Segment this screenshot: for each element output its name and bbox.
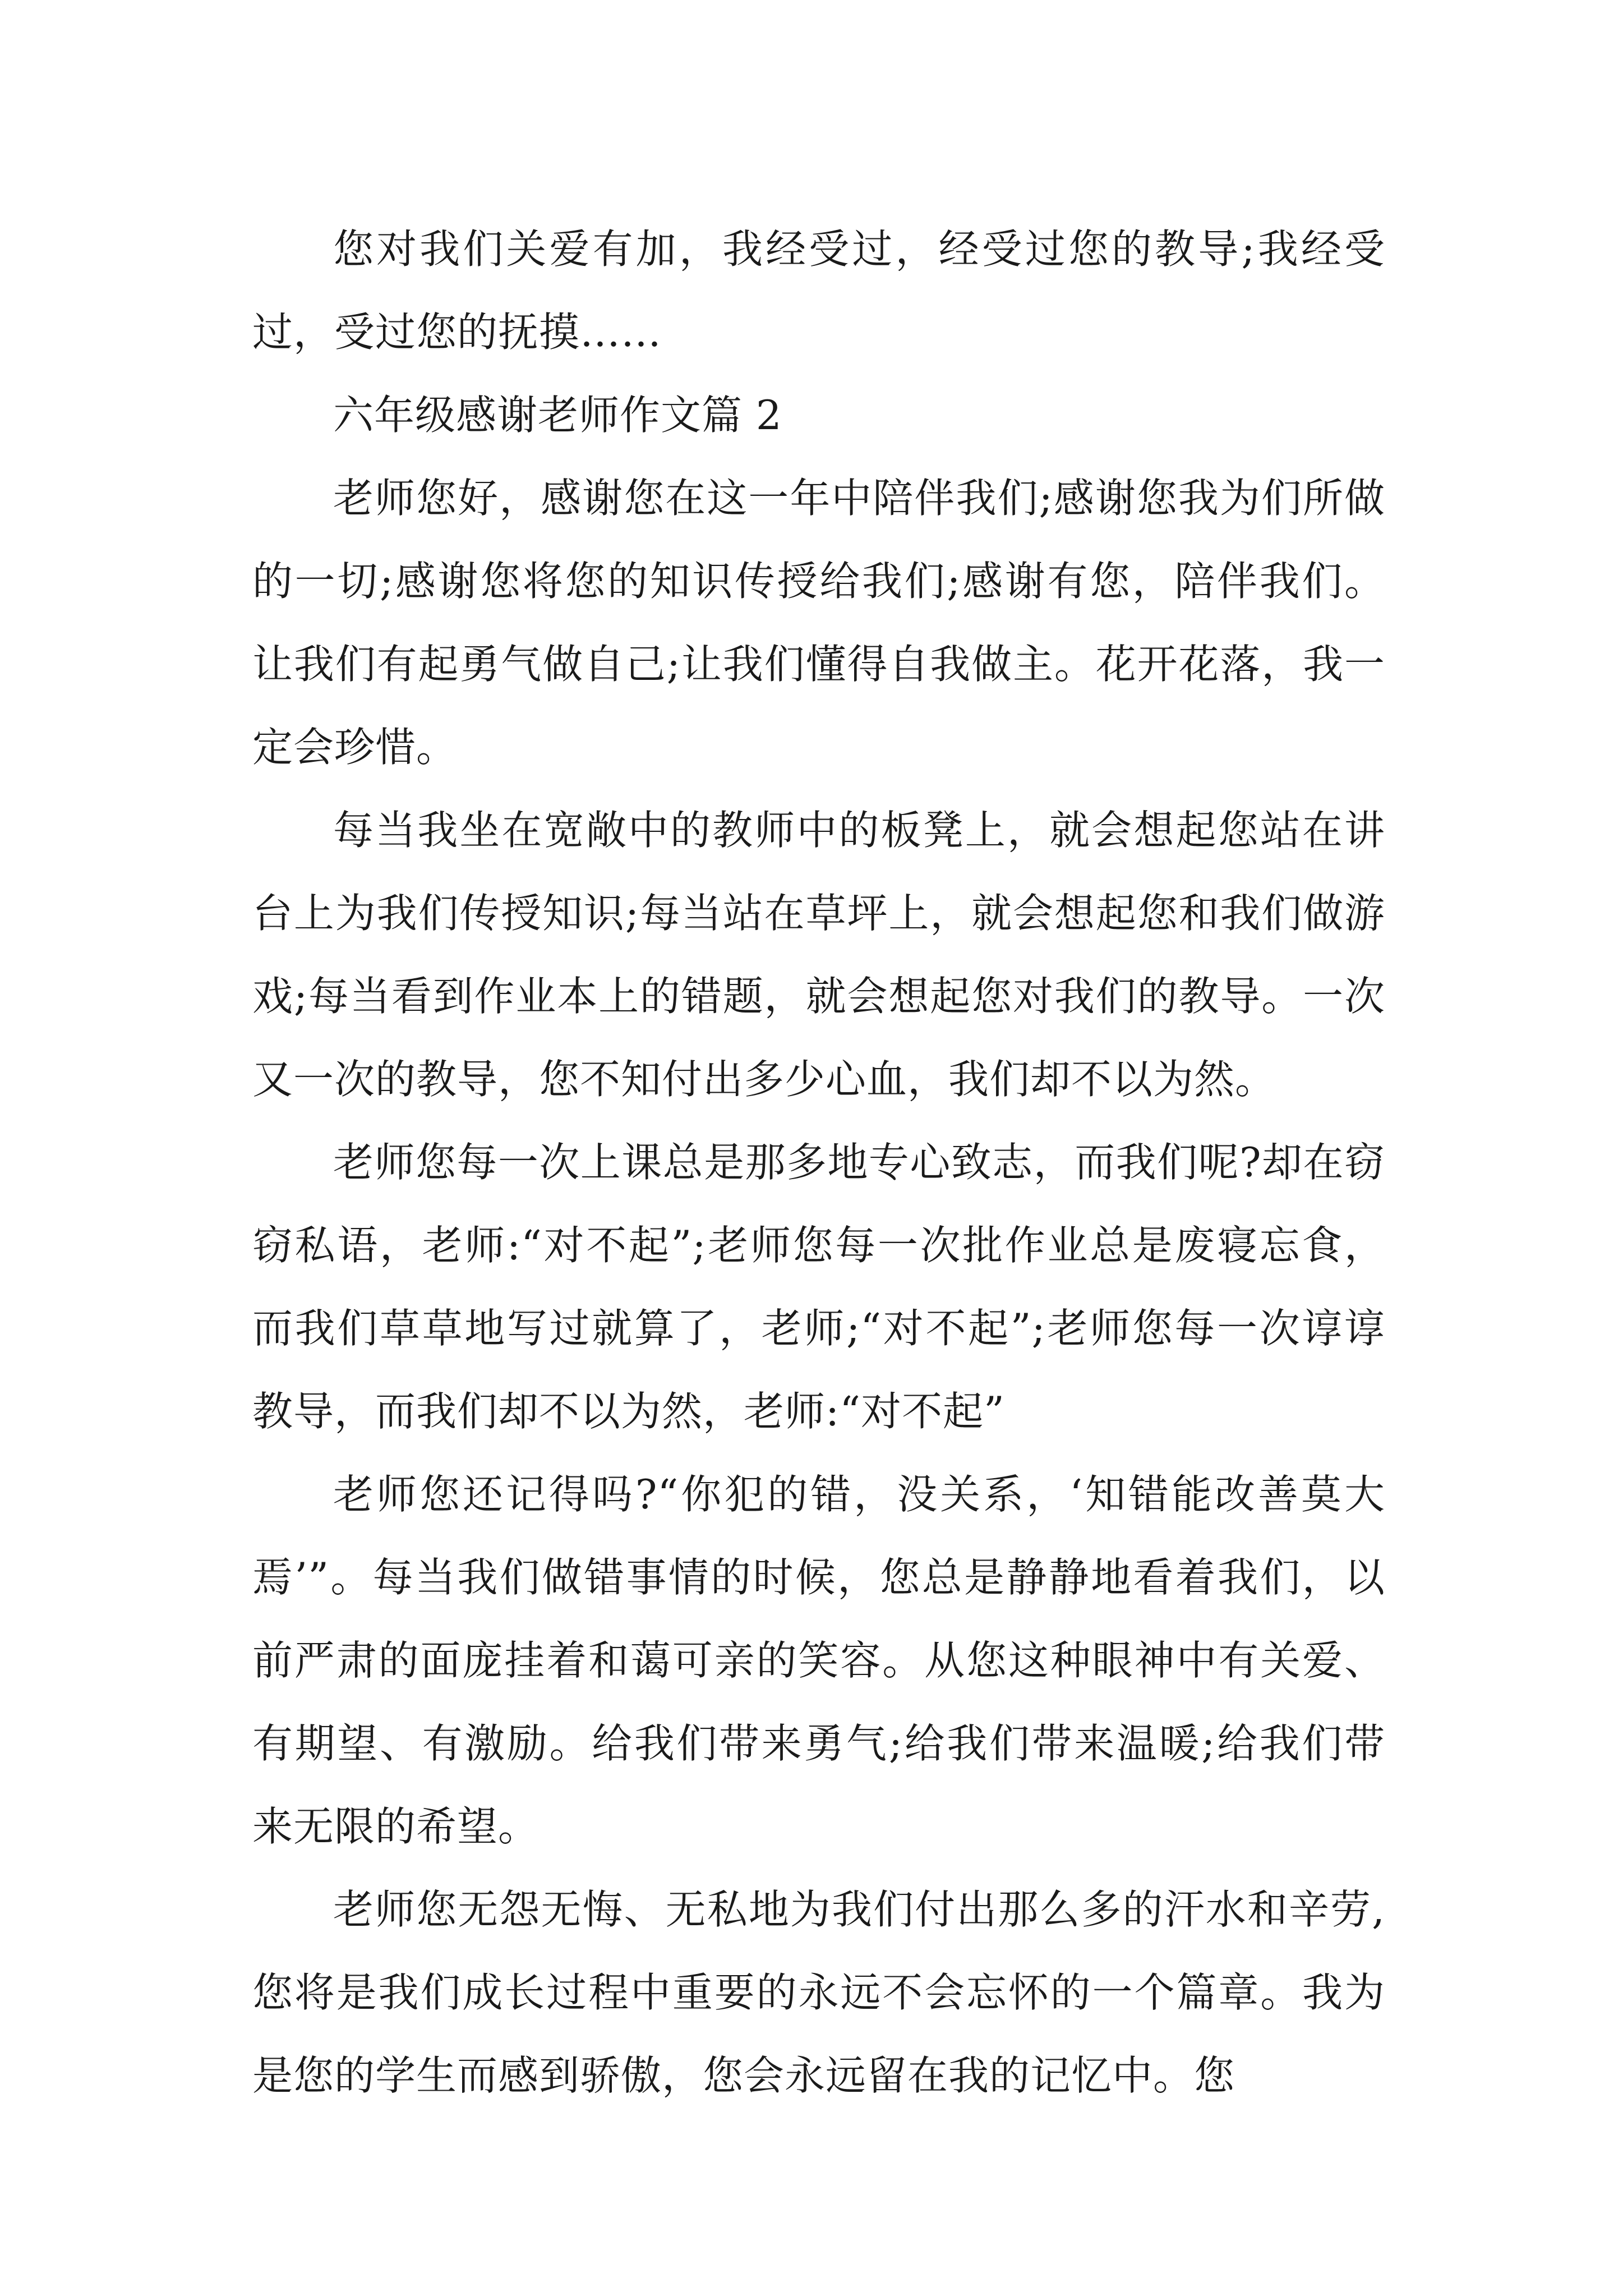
paragraph: 每当我坐在宽敞中的教师中的板凳上，就会想起您站在讲台上为我们传授知识;每当站在草坪上，就会想起您和我们做游戏;每当看到作业本上的错题，就会想起您对我们的教导。一次又一次的教导，您不知付出多少心血，我们却不以为然。 xyxy=(252,807,1385,1103)
paragraph: 老师您好，感谢您在这一年中陪伴我们;感谢您我为们所做的一切;感谢您将您的知识传授给我们;感谢有您，陪伴我们。让我们有起勇气做自己;让我们懂得自我做主。花开花落，我一定会珍惜。 xyxy=(252,475,1385,771)
paragraph: 老师您还记得吗?“你犯的错，没关系，‘知错能改善莫大焉’”。每当我们做错事情的时候，您总是静静地看着我们，以前严肃的面庞挂着和蔼可亲的笑容。从您这种眼神中有关爱、有期望、有激励。给我们带来勇气;给我们带来温暖;给我们带来无限的希望。 xyxy=(252,1471,1385,1850)
paragraph: 老师您每一次上课总是那多地专心致志，而我们呢?却在窃窃私语，老师:“对不起”;老师您每一次批作业总是废寝忘食，而我们草草地写过就算了，老师;“对不起”;老师您每一次谆谆教导，而我们却不以为然，老师:“对不起” xyxy=(252,1139,1385,1435)
section-heading: 六年级感谢老师作文篇 2 xyxy=(333,392,782,439)
paragraph: 您对我们关爱有加，我经受过，经受过您的教导;我经受过，受过您的抚摸…… xyxy=(252,226,1385,356)
document-body xyxy=(252,208,1385,2117)
paragraph: 老师您无怨无悔、无私地为我们付出那么多的汗水和辛劳,您将是我们成长过程中重要的永远不会忘怀的一个篇章。我为是您的学生而感到骄傲，您会永远留在我的记忆中。您 xyxy=(252,1886,1385,2099)
